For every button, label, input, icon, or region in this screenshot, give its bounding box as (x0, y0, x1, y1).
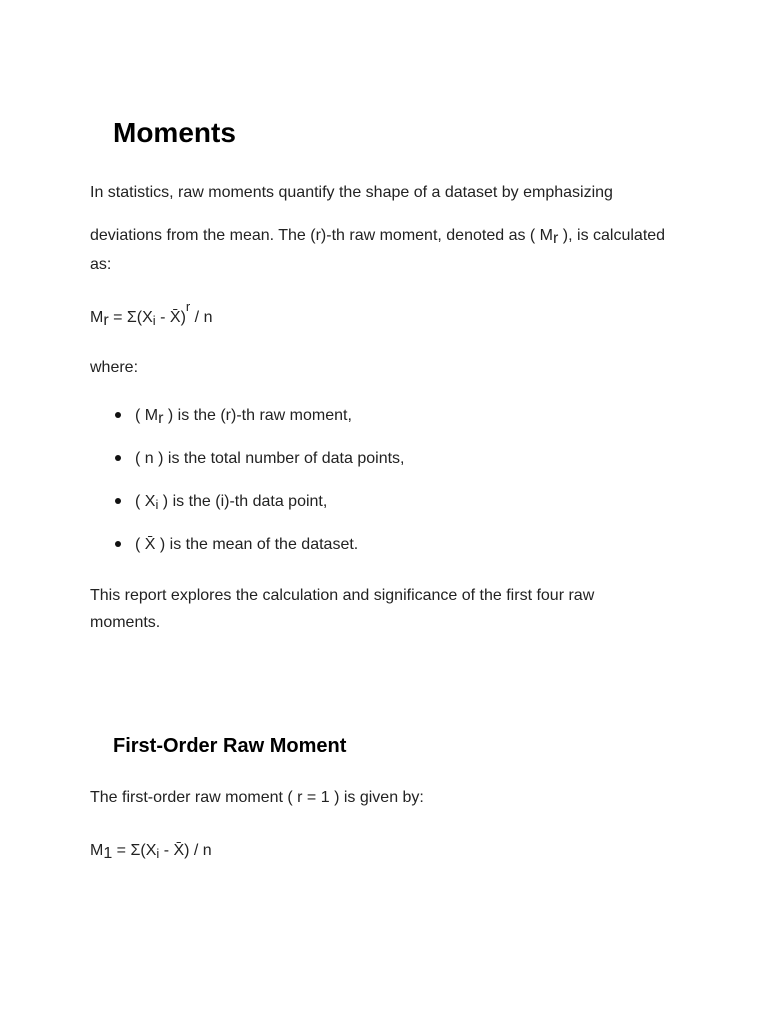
formula-exponent: r (185, 299, 191, 314)
intro-line-3: as: (90, 256, 112, 273)
first-order-description: The first-order raw moment ( r = 1 ) is given by: (90, 789, 424, 806)
bullet-dot-icon (115, 455, 121, 461)
formula-m1-m: M (90, 842, 104, 859)
list-item-subscript: r (158, 410, 164, 427)
formula-eq: = Σ(X (108, 309, 153, 326)
raw-moment-formula (90, 299, 213, 331)
formula-m1-tail: - X̄) / n (159, 842, 212, 859)
intro-line-2 (90, 222, 700, 249)
intro-line-2-subscript: r (553, 230, 559, 247)
bullet-dot-icon (115, 412, 121, 418)
intro-line-2-text-a: deviations from the mean. The (r)-th raw moment, denoted as ( M (90, 227, 554, 244)
list-item-text-pre: ( X (135, 493, 156, 510)
report-intro-paragraph: This report explores the calculation and significance of the first four raw moments. (90, 587, 595, 631)
list-item (90, 488, 404, 531)
intro-line-2-text-b: ), is calculated (558, 227, 666, 244)
formula-m: M (90, 309, 104, 326)
section-heading-first-order: First-Order Raw Moment (113, 735, 347, 757)
list-item-text-post: ) is the (r)-th raw moment, (163, 407, 352, 424)
definition-list (90, 402, 404, 574)
list-item (90, 445, 404, 488)
formula-x-subscript: i (152, 313, 156, 328)
formula-rest: - X̄) (155, 309, 186, 326)
intro-line-1: In statistics, raw moments quantify the shape of a dataset by emphasizing (90, 184, 613, 201)
page-title: Moments (113, 117, 236, 148)
bullet-dot-icon (115, 498, 121, 504)
formula-m-subscript: r (103, 312, 109, 329)
formula-tail: / n (190, 309, 213, 326)
formula-m1-x-subscript: i (156, 846, 160, 861)
list-item-text-pre: ( n ) is the total number of data points, (135, 450, 405, 467)
list-item-text-pre: ( M (135, 407, 159, 424)
formula-m1-eq: = Σ(X (112, 842, 157, 859)
list-item (90, 402, 404, 445)
bullet-dot-icon (115, 541, 121, 547)
formula-m1-subscript: 1 (103, 845, 113, 862)
list-item (90, 531, 404, 574)
list-item-text-post: ) is the (i)-th data point, (158, 493, 328, 510)
where-label: where: (90, 359, 139, 376)
first-order-formula (90, 837, 212, 864)
list-item-subscript: i (155, 497, 159, 512)
list-item-text-pre: ( X̄ ) is the mean of the dataset. (135, 536, 359, 553)
